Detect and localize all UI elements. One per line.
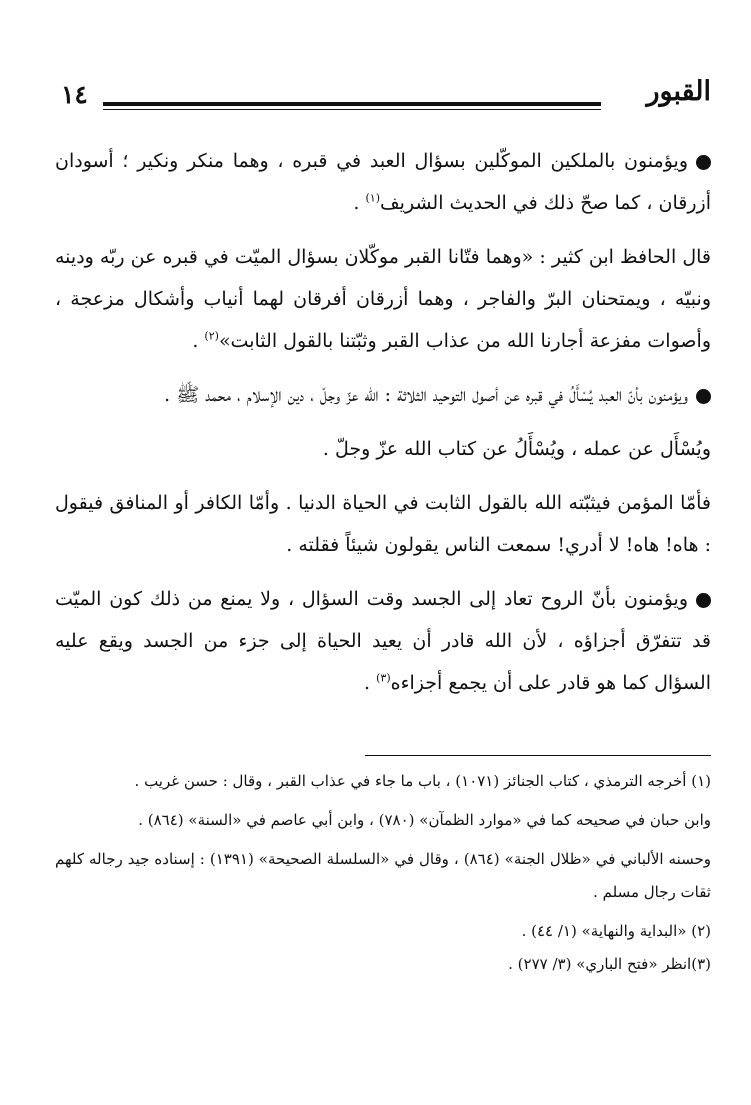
footnote: وحسنه الألباني في «ظلال الجنة» (٨٦٤) ، وقال في «السلسلة الصحيحة» (١٣٩١) : إسناده جيد رجاله كلهم ثقات رجال مسلم . xyxy=(55,850,712,901)
footnote: (١) أخرجه الترمذي ، كتاب الجنائز (١٠٧١) ، باب ما جاء في عذاب القبر ، وقال : حسن غريب . xyxy=(134,772,711,790)
paragraph: قال الحافظ ابن كثير : «وهما فتّانا القبر موكّلان بسؤال الميّت في قبره عن ربّه ودينه ونبيّه ، ويمتحنان البرّ والفاجر ، وهما أزرقان أفرقان لهما أنياب وأشكال مزعجة ، وأصوات مفزعة أجارنا الله من عذاب القبر وثبّتنا بالقول الثابت»$^{(٢)}$ . xyxy=(55,246,711,352)
header-rule xyxy=(103,102,601,106)
paragraph: فأمّا المؤمن فيثبّته الله بالقول الثابت في الحياة الدنيا . وأمّا الكافر أو المنافق فيقول : هاه! هاه! لا أدري! سمعت الناس يقولون شيئاً فقلته . xyxy=(55,492,711,556)
footnote-ref: (٣) xyxy=(376,671,391,685)
footnote-ref: (١) xyxy=(365,191,381,205)
paragraph: ويؤمنون بأنّ العبد يُسْأَلُ في قبره عن أصول التوحيد الثلاثة : الله عزّ وجلّ ، دين الإسلام ، محمد ﷺ . xyxy=(55,374,711,416)
running-title: القبور xyxy=(646,76,711,107)
bullet-icon xyxy=(696,593,711,608)
paragraph: ويؤمنون بالملكين الموكّلين بسؤال العبد في قبره ، وهما منكر ونكير ؛ أسودان أزرقان ، كما صحّ ذلك في الحديث الشريف$^{(١)}$ . xyxy=(55,150,711,214)
paragraph: ويُسْأَل عن عمله ، ويُسْأَلُ عن كتاب الله عزّ وجلّ . xyxy=(322,438,711,460)
bullet-icon xyxy=(696,389,711,404)
bullet-icon xyxy=(696,155,711,170)
footnote: (٢) «البداية والنهاية» (١/ ٤٤) . xyxy=(521,922,711,940)
paragraph: ويؤمنون بأنّ الروح تعاد إلى الجسد وقت السؤال ، ولا يمنع من ذلك كون الميّت قد تتفرّق أجزاؤه ، لأن الله قادر أن يعيد الحياة إلى جزء من الجسد ويقع عليه السؤال كما هو قادر على أن يجمع أجزاءه$^{(٣)}$ . xyxy=(55,588,711,694)
footnotes xyxy=(55,765,711,981)
page-header xyxy=(55,76,711,124)
footnote: وابن حبان في صحيحه كما في «موارد الظمآن» (٧٨٠) ، وابن أبي عاصم في «السنة» (٨٦٤) . xyxy=(138,811,711,829)
footnote-ref: (٢) xyxy=(204,329,219,343)
main-text xyxy=(55,140,711,716)
footnote-separator xyxy=(365,755,711,756)
header-rule-thin xyxy=(103,109,601,110)
page-number: ١٤ xyxy=(61,80,88,109)
footnote: (٣)انظر «فتح الباري» (٣/ ٢٧٧) . xyxy=(508,955,711,973)
